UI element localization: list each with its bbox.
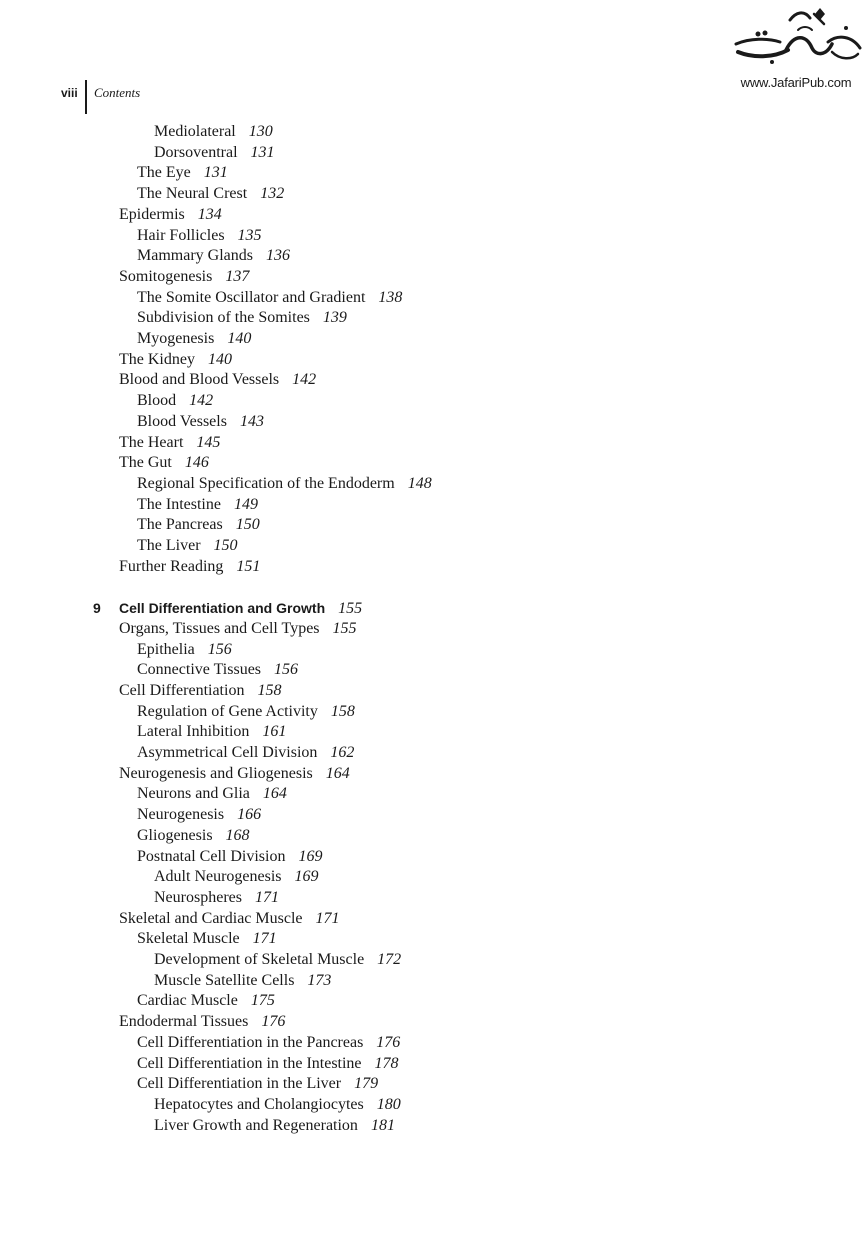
toc-entry-title: Mediolateral [154, 123, 236, 140]
toc-entry-page: 151 [236, 557, 261, 575]
toc-entry-page: 143 [239, 412, 264, 430]
publisher-logo [728, 4, 864, 94]
toc-entry[interactable] [137, 702, 355, 722]
toc-entry[interactable] [137, 784, 287, 804]
toc-entry-title: Gliogenesis [137, 826, 213, 844]
toc-entry-title: The Kidney [119, 350, 195, 368]
toc-entry-page: 180 [376, 1095, 401, 1113]
toc-entry[interactable] [137, 391, 213, 411]
toc-entry-page: 132 [260, 185, 285, 203]
toc-entry[interactable] [119, 205, 222, 225]
toc-entry-title: Blood [137, 392, 177, 410]
logo-url-text: www.JafariPub.com [740, 75, 852, 90]
toc-entry[interactable] [137, 226, 262, 246]
toc-entry-page: 131 [203, 164, 228, 182]
toc-entry-title: Epithelia [137, 640, 195, 658]
toc-entry-title: The Somite Oscillator and Gradient [137, 288, 366, 306]
toc-entry[interactable] [137, 163, 228, 183]
toc-entry-page: 139 [322, 309, 347, 327]
toc-entry[interactable] [119, 370, 316, 390]
toc-entry-page: 175 [250, 992, 275, 1010]
toc-entry[interactable] [137, 991, 275, 1011]
toc-entry[interactable] [119, 681, 281, 701]
toc-entry[interactable] [119, 1012, 285, 1032]
chapter-number: 9 [93, 600, 101, 617]
toc-entry-title: Skeletal and Cardiac Muscle [119, 909, 303, 927]
toc-entry-page: 149 [233, 495, 258, 513]
toc-entry-page: 134 [197, 205, 222, 223]
toc-entry[interactable] [119, 350, 232, 370]
toc-entry[interactable] [137, 1054, 399, 1074]
toc-entry-title: Neurospheres [154, 888, 242, 906]
toc-entry-title: Adult Neurogenesis [154, 868, 282, 886]
toc-entry-title: Dorsoventral [154, 143, 238, 161]
toc-entry-title: Hepatocytes and Cholangiocytes [154, 1095, 364, 1113]
toc-entry-page: 164 [325, 764, 350, 782]
toc-entry[interactable] [119, 557, 260, 577]
toc-entry-title: The Heart [119, 433, 184, 451]
toc-entry-page: 161 [262, 723, 287, 741]
toc-entry-title: Further Reading [119, 557, 224, 575]
toc-entry-title: Cardiac Muscle [137, 992, 238, 1010]
toc-entry-title: Neurogenesis [137, 806, 225, 824]
toc-entry-page: 178 [374, 1054, 399, 1072]
toc-entry-title: Liver Growth and Regeneration [154, 1116, 358, 1134]
toc-entry[interactable] [137, 495, 258, 515]
toc-entry[interactable] [154, 888, 279, 908]
toc-entry[interactable] [119, 909, 340, 929]
toc-entry-title: Blood and Blood Vessels [119, 371, 280, 389]
toc-entry[interactable] [137, 640, 232, 660]
toc-entry-page: 181 [370, 1116, 395, 1134]
toc-entry-page: 172 [377, 951, 402, 968]
toc-entry-page: 130 [248, 123, 273, 140]
toc-entry-title: Neurogenesis and Gliogenesis [119, 764, 313, 782]
toc-entry-title: Organs, Tissues and Cell Types [119, 619, 320, 637]
toc-entry-title: Mammary Glands [137, 247, 253, 265]
toc-entry[interactable] [137, 184, 284, 204]
toc-entry[interactable] [154, 143, 275, 163]
toc-entry-title: Subdivision of the Somites [137, 309, 310, 327]
toc-entry-title: Cell Differentiation in the Pancreas [137, 1033, 364, 1051]
toc-entry[interactable] [137, 515, 260, 535]
toc-entry[interactable] [137, 722, 286, 742]
toc-entry-title: Asymmetrical Cell Division [137, 744, 318, 761]
toc-entry-title: Hair Follicles [137, 226, 225, 244]
toc-entry-title: Skeletal Muscle [137, 930, 240, 948]
toc-entry[interactable] [137, 1074, 378, 1094]
toc-entry-page: 150 [213, 537, 238, 554]
toc-entry-title: Endodermal Tissues [119, 1013, 249, 1031]
toc-entry[interactable] [137, 474, 432, 494]
toc-entry[interactable] [154, 1116, 395, 1136]
toc-entry-page: 142 [292, 371, 317, 389]
toc-entry-title: Muscle Satellite Cells [154, 971, 295, 989]
toc-entry-page: 156 [207, 640, 232, 658]
toc-entry[interactable] [137, 847, 322, 867]
toc-entry-page: 136 [265, 247, 290, 265]
toc-entry-title: Development of Skeletal Muscle [154, 951, 365, 968]
toc-entry-page: 150 [235, 516, 260, 534]
toc-entry-page: 166 [237, 806, 262, 824]
toc-entry[interactable] [154, 1095, 401, 1115]
toc-entry[interactable] [137, 536, 238, 556]
toc-entry-page: 131 [250, 143, 275, 161]
toc-entry[interactable] [154, 122, 273, 142]
toc-entry-title: Epidermis [119, 205, 185, 223]
toc-entry-page: 168 [225, 826, 250, 844]
toc-entry[interactable] [119, 433, 220, 453]
toc-entry-title: The Liver [137, 537, 201, 554]
toc-entry-page: 137 [225, 267, 250, 285]
toc-entry-title: The Intestine [137, 495, 221, 513]
toc-entry-title: Neurons and Glia [137, 785, 250, 803]
toc-entry-page: 138 [378, 288, 403, 306]
toc-entry-title: The Eye [137, 164, 191, 182]
toc-entry-page: 171 [252, 930, 277, 948]
running-head: Contents [94, 85, 141, 100]
toc-entry-page: 162 [330, 744, 355, 761]
toc-entry[interactable] [137, 308, 347, 328]
toc-entry-page: 140 [227, 330, 252, 347]
toc-entry-title: Regional Specification of the Endoderm [137, 474, 395, 492]
toc-entry[interactable] [137, 743, 354, 763]
toc-entry[interactable] [137, 329, 251, 349]
toc-entry[interactable] [137, 805, 261, 825]
toc-entry[interactable] [137, 929, 277, 949]
toc-entry-page: 135 [237, 226, 262, 244]
toc-entry-title: Postnatal Cell Division [137, 847, 286, 865]
toc-entry[interactable] [154, 867, 319, 887]
toc-entry[interactable] [119, 267, 249, 287]
toc-entry-page: 140 [207, 350, 232, 368]
toc-entry-title: Cell Differentiation in the Liver [137, 1075, 342, 1093]
toc-entry[interactable] [137, 288, 402, 308]
toc-entry[interactable] [119, 619, 357, 639]
toc-entry-page: 176 [376, 1033, 401, 1051]
toc-entry-title: Connective Tissues [137, 661, 262, 679]
toc-entry-title: Myogenesis [137, 330, 215, 347]
toc-entry-title: Somitogenesis [119, 267, 213, 285]
toc-entry[interactable] [137, 660, 298, 680]
toc-entry-title: Cell Differentiation [119, 681, 245, 699]
toc-entry-title: Regulation of Gene Activity [137, 702, 318, 720]
toc-entry-page: 164 [262, 785, 287, 803]
toc-entry-page: 171 [315, 909, 340, 927]
toc-entry-page: 155 [332, 619, 357, 637]
chapter-heading[interactable] [93, 598, 362, 619]
toc-entry-page: 173 [307, 971, 332, 989]
toc-entry[interactable] [137, 412, 264, 432]
toc-entry-title: The Gut [119, 454, 172, 472]
toc-entry-page: 156 [274, 661, 299, 679]
toc-entry-page: 179 [354, 1075, 379, 1093]
toc-entry-page: 146 [184, 454, 209, 472]
toc-entry-page: 169 [298, 847, 323, 865]
calligraphy-logo-icon [728, 4, 864, 74]
toc-entry-page: 158 [257, 681, 282, 699]
toc-entry-page: 158 [330, 702, 355, 720]
toc-entry[interactable] [154, 950, 401, 970]
toc-entry-page: 148 [407, 474, 432, 492]
chapter-title: Cell Differentiation and Growth [119, 600, 326, 617]
toc-entry-page: 171 [254, 888, 279, 906]
toc-entry[interactable] [137, 1033, 400, 1053]
toc-entry-title: Cell Differentiation in the Intestine [137, 1054, 362, 1072]
toc-entry-title: The Neural Crest [137, 185, 248, 203]
toc-entry[interactable] [137, 826, 250, 846]
toc-entry[interactable] [119, 453, 209, 473]
toc-entry-title: The Pancreas [137, 516, 223, 534]
toc-entry[interactable] [119, 764, 350, 784]
toc-entry-page: 176 [261, 1013, 286, 1031]
header-divider [85, 80, 87, 114]
toc-entry[interactable] [154, 971, 331, 991]
toc-entry-title: Lateral Inhibition [137, 723, 250, 741]
chapter-page: 155 [338, 600, 363, 618]
toc-entry-title: Blood Vessels [137, 412, 227, 430]
toc-entry-page: 142 [189, 392, 214, 410]
toc-entry-page: 145 [196, 433, 221, 451]
toc-entry-page: 169 [294, 868, 319, 886]
toc-entry[interactable] [137, 246, 290, 266]
page-folio: viii [61, 86, 78, 100]
